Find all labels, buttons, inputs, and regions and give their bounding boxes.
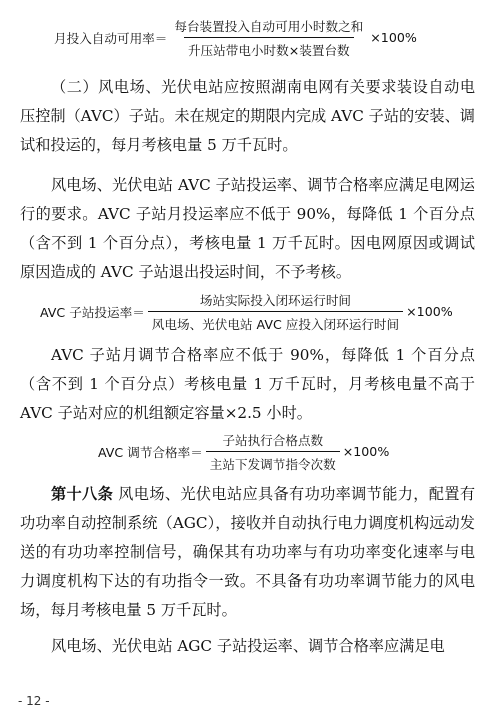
formula-lhs: AVC 调节合格率＝	[98, 445, 203, 460]
fraction-denominator: 升压站带电小时数×装置台数	[184, 37, 354, 59]
article-text: 风电场、光伏电站应具备有功功率调节能力，配置有功功率自动控制系统（AGC），接收并自动执行电力调度机构远动发送的有功功率控制信号，确保其有功功率与有功功率变化速率与电力调度机构下达的有功指令一致。不具备有功功率调节能力的风电场，每月考核电量 5 万千瓦时。	[20, 485, 476, 619]
paragraph-avc-intro: （二）风电场、光伏电站应按照湖南电网有关要求装设自动电压控制（AVC）子站。未在规定的期限内完成 AVC 子站的安装、调试和投运的，每月考核电量 5 万千瓦时。	[20, 78, 475, 154]
paragraph-agc-rate: 风电场、光伏电站 AGC 子站投运率、调节合格率应满足电	[51, 637, 445, 655]
fraction-numerator: 每台装置投入自动可用小时数之和	[174, 19, 364, 34]
page-number: - 12 -	[18, 694, 50, 708]
formula-avc-operation-rate	[40, 290, 453, 333]
fraction-numerator: 子站执行合格点数	[222, 433, 324, 448]
formula-tail: ×100%	[342, 444, 390, 459]
formula-avc-pass-rate	[98, 430, 389, 473]
formula-lhs: 月投入自动可用率＝	[54, 31, 168, 46]
paragraph-article-18	[20, 480, 475, 625]
paragraph-avc-pass-rate: AVC 子站月调节合格率应不低于 90%，每降低 1 个百分点（含不到 1 个百分点）考核电量 1 万千瓦时，月考核电量不高于 AVC 子站对应的机组额定容量×2.5 小时。	[20, 346, 475, 422]
fraction	[148, 290, 403, 333]
formula-lhs: AVC 子站投运率＝	[40, 305, 145, 320]
fraction-denominator: 主站下发调节指令次数	[206, 451, 340, 473]
paragraph-avc-rate: 风电场、光伏电站 AVC 子站投运率、调节合格率应满足电网运行的要求。AVC 子站月投运率应不低于 90%，每降低 1 个百分点（含不到 1 个百分点），考核电量 1 万千瓦时。因电网原因或调试原因造成的 AVC 子站退出投运时间，不予考核。	[20, 176, 475, 281]
article-heading: 第十八条	[51, 485, 114, 503]
formula-tail: ×100%	[370, 30, 417, 45]
fraction	[206, 430, 340, 473]
formula-monthly-auto-availability	[54, 16, 417, 59]
fraction-numerator: 场站实际投入闭环运行时间	[199, 293, 352, 308]
fraction	[170, 16, 367, 59]
fraction-denominator: 风电场、光伏电站 AVC 应投入闭环运行时间	[148, 311, 403, 333]
formula-tail: ×100%	[406, 304, 453, 319]
